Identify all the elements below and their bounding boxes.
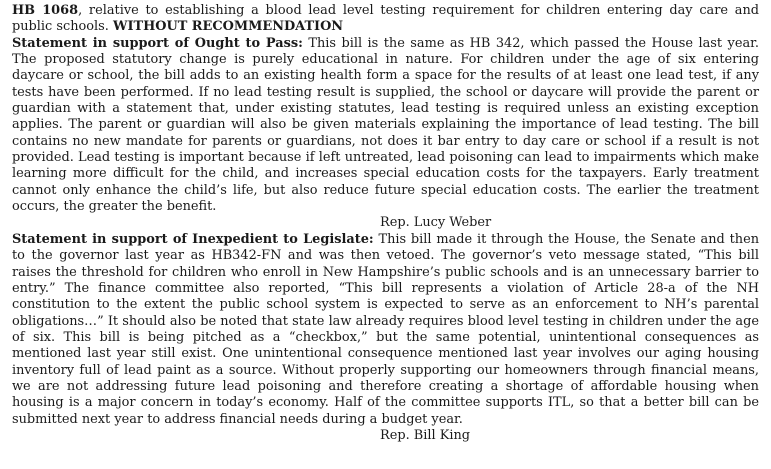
statement-body: This bill made it through the House, the Senate and then to the governor last year as HB342-FN and was then vetoed. The governor’s veto message stated, “This bill raises the threshold for children who enroll in New Hampshire’s public schools and is an unnecessary barrier to entry.” The finance committee also reported, “This bill represents a violation of Article 28-a of the NH constitution to the extent the public school system is expected to serve as an enforcement to NH’s parental obligations…” It should also be noted that state law already requires blood level testing in children under the age of six. This bill is being pitched as a “checkbox,” but the same potential, unintentional consequences as mentioned last year still exist. One unintentional consequence mentioned last year involves our aging housing inventory full of lead paint as a source. Without properly supporting our homeowners through financial means, we are not addressing future lead poisoning and therefore creating a shortage of affordable housing when housing is a major concern in today’s economy. Half of the committee supports ITL, so that a better bill can be submitted next year to address financial needs during a budget year. <box>12 231 759 427</box>
bill-description: , relative to establishing a blood lead level testing requirement for children entering day care and public schools. <box>12 3 759 35</box>
statement-body: This bill is the same as HB 342, which passed the House last year. The proposed statutory change is purely educational in nature. For children under the age of six entering daycare or school, the bill adds to an existing health form a space for the results of at least one lead test, if any tests have been performed. If no lead testing result is supplied, the school or daycare will provide the parent or guardian with a statement that, under existing statutes, lead testing is required unless an existing exception applies. The parent or guardian will also be given materials explaining the importance of lead testing. The bill contains no new mandate for parents or guardians, not does it bar entry to day care or school if a result is not provided. Lead testing is important because if left untreated, lead poisoning can lead to impairments which make learning more difficult for the child, and increases special education costs for the taxpayers. Early treatment cannot only enhance the child’s life, but also reduce future special education costs. The earlier the treatment occurs, the greater the benefit. <box>12 35 759 215</box>
statement-ought-to-pass <box>12 36 759 216</box>
signature-bill-king: Rep. Bill King <box>380 427 471 443</box>
bill-header <box>12 3 759 36</box>
signature-lucy-weber: Rep. Lucy Weber <box>380 215 492 231</box>
statement-heading: Statement in support of Ought to Pass: <box>12 35 303 51</box>
bill-number: HB 1068 <box>12 3 79 18</box>
statement-inexpedient-to-legislate <box>12 232 759 428</box>
committee-recommendation: WITHOUT RECOMMENDATION <box>112 19 344 35</box>
statement-heading: Statement in support of Inexpedient to Legislate: <box>12 231 374 247</box>
